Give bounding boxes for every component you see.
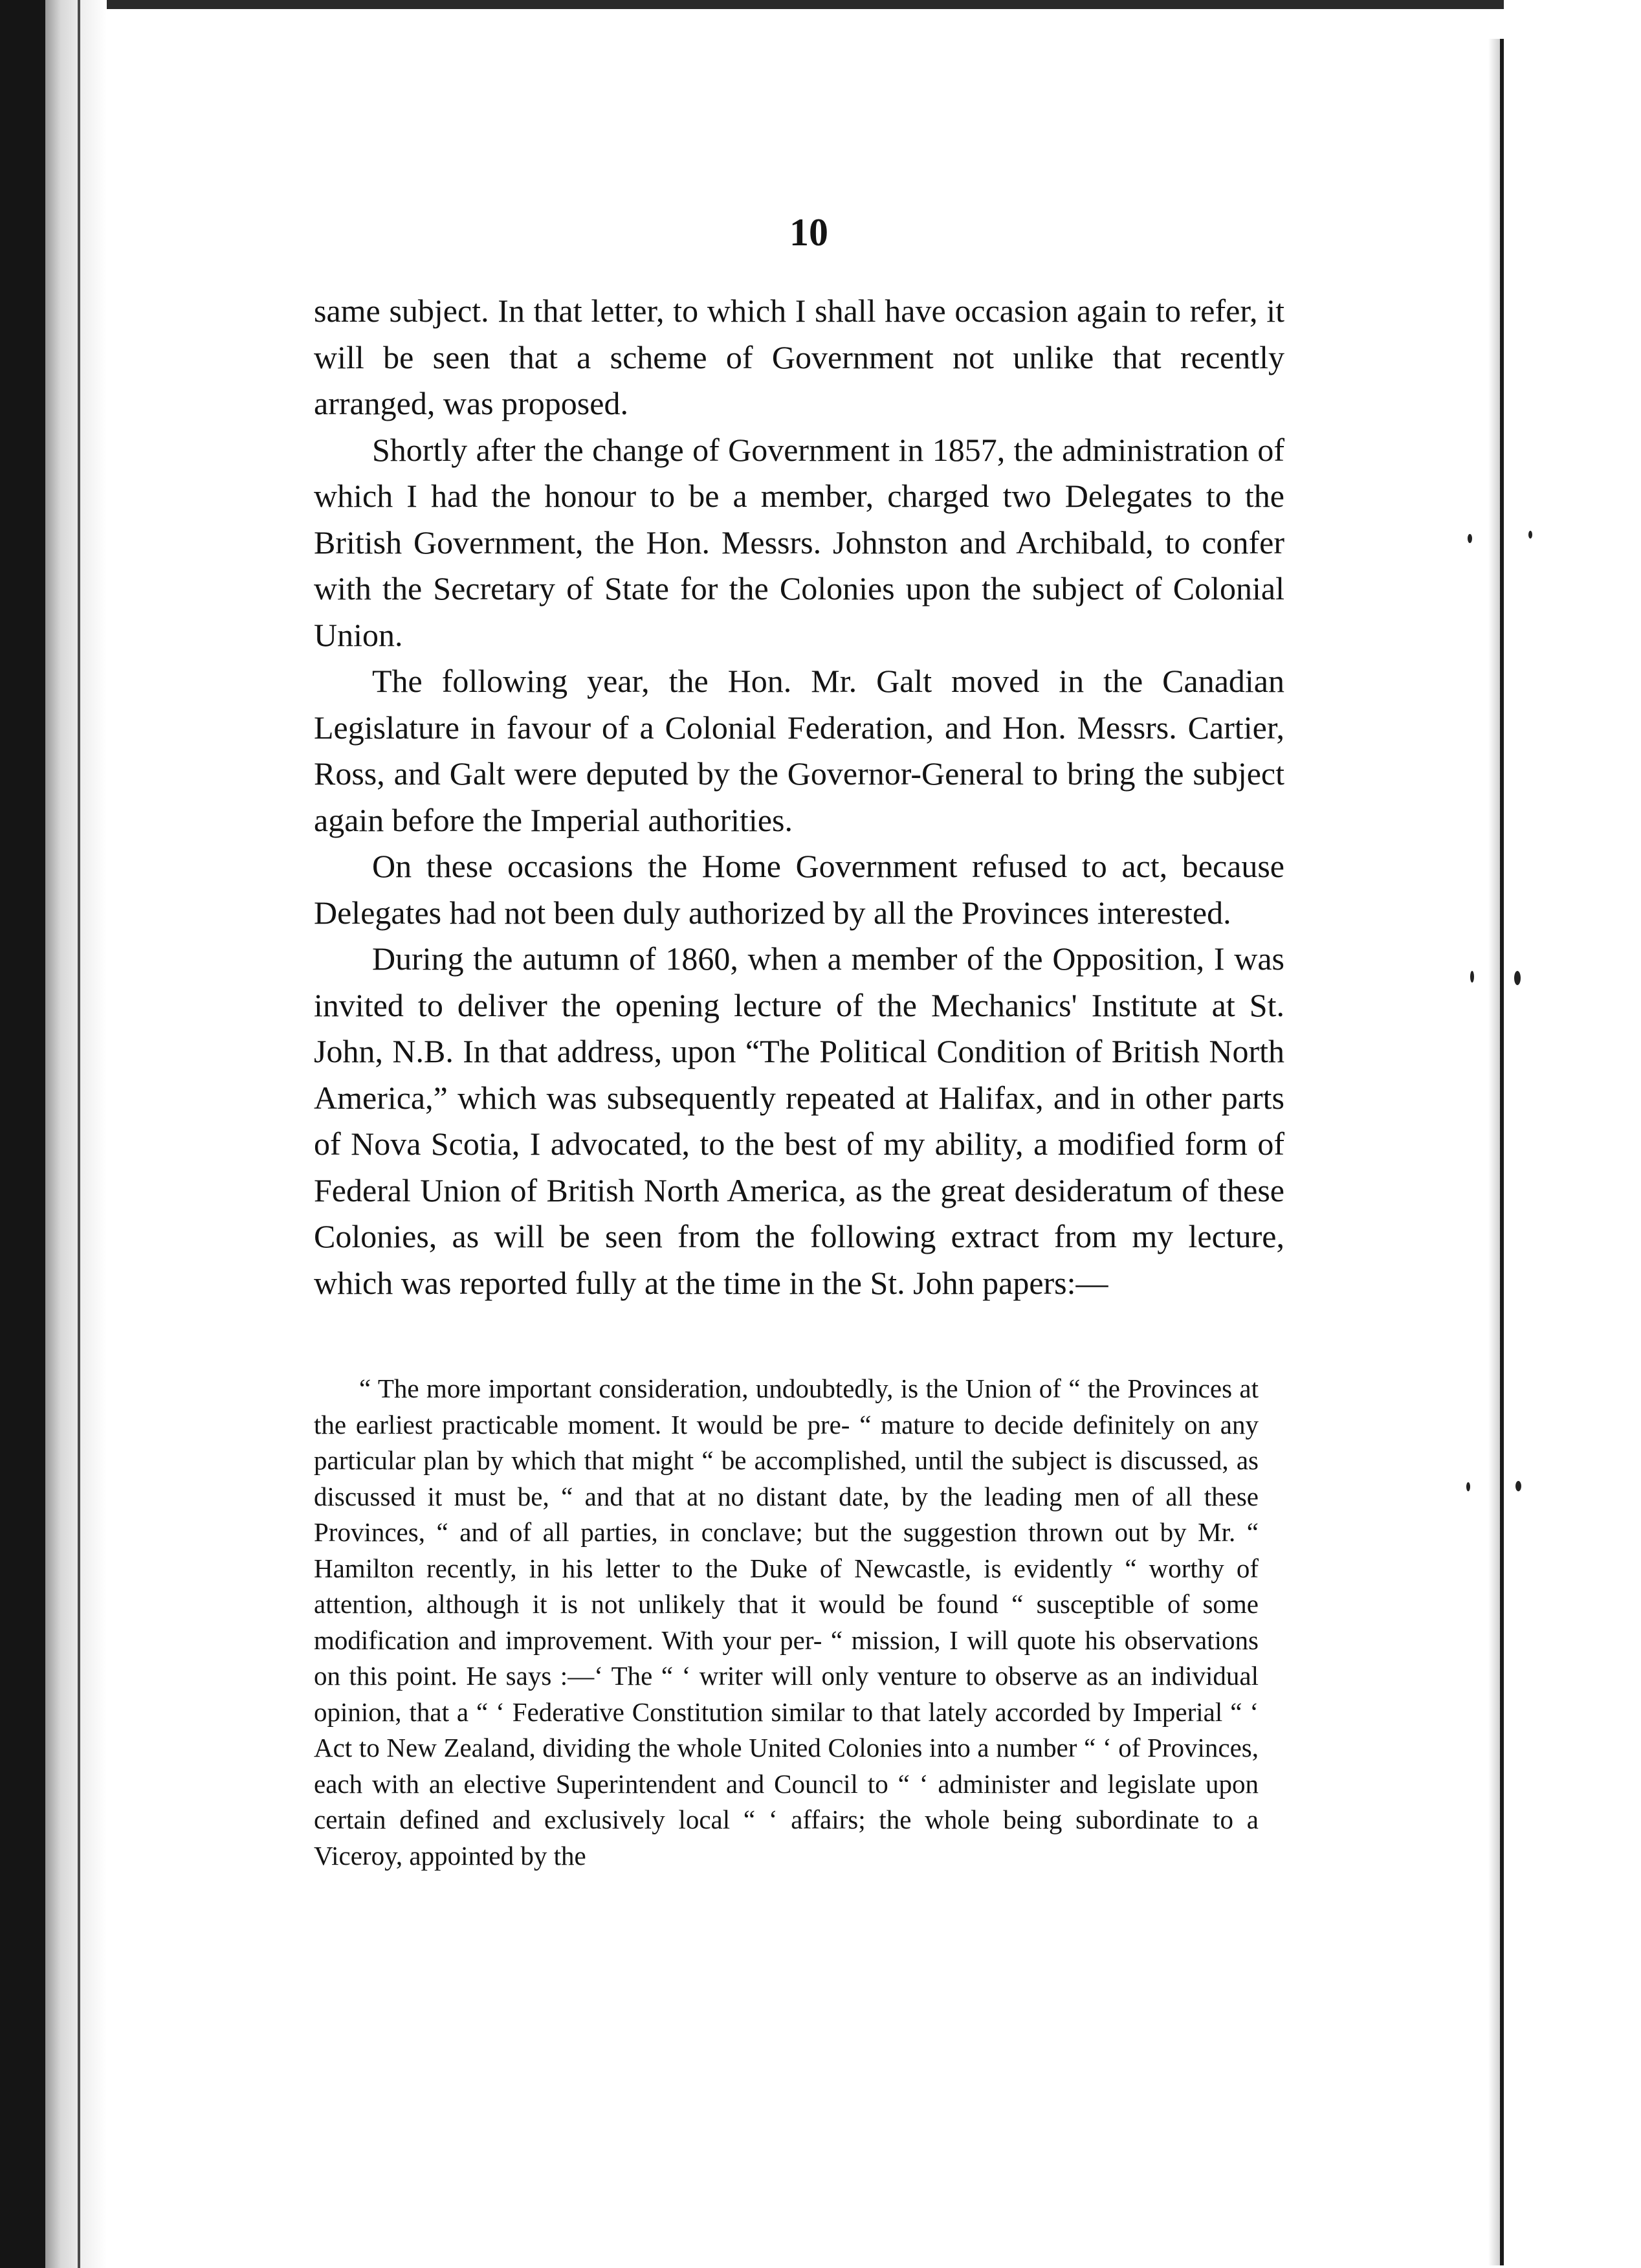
scan-speck (1470, 971, 1474, 983)
scan-right-shade (1488, 39, 1500, 2265)
quotation-text: “ The more important consideration, undoubtedly, is the Union of “ the Provinces at the earliest practicable moment. It would be pre- “ mature to decide definitely on any particular plan by which that might “ be accomplished, until the subject is discussed, as discussed it must be, “ and that at no distant date, by the leading men of all these Provinces, “ and of all parties, in conclave; but the suggestion thrown out by Mr. “ Hamilton recently, in his letter to the Duke of Newcastle, is evidently “ worthy of attention, although it is not unlikely that it would be found “ susceptible of some modification and improvement. With your per- “ mission, I will quote his observations on this point. He says :—‘ The “ ‘ writer will only venture to observe as an individual opinion, that a “ ‘ Federative Constitution similar to that lately accorded by Imperial “ ‘ Act to New Zealand, dividing the whole United Colonies into a number “ ‘ of Provinces, each with an elective Superintendent and Council to “ ‘ administer and legislate upon certain defined and exclusively local “ ‘ affairs; the whole being subordinate to a Viceroy, appointed by the (314, 1373, 1259, 1871)
body-text (314, 288, 1284, 1306)
scan-left-rule (78, 0, 80, 2268)
paragraph: On these occasions the Home Government refused to act, because Delegates had not been duly authorized by all the Provinces interested. (314, 848, 1284, 931)
scan-speck (1515, 1481, 1521, 1491)
scan-speck (1528, 531, 1532, 539)
scan-right-margin (1504, 0, 1641, 2268)
page-number: 10 (789, 211, 828, 254)
lecture-quotation (314, 1371, 1259, 1874)
scan-top-edge (0, 0, 1641, 9)
scan-speck (1466, 1482, 1470, 1491)
paragraph: During the autumn of 1860, when a member of the Opposition, I was invited to deliver the opening lecture of the Mechanics' Institute at St. John, N.B. In that address, upon “The Political Condition of British North America,” which was subsequently repeated at Halifax, and in other parts of Nova Scotia, I advocated, to the best of my ability, a modified form of Federal Union of British North America, as the great desideratum of these Colonies, as will be seen from the following extract from my lecture, which was reported fully at the time in the St. John papers:— (314, 940, 1284, 1301)
scan-left-binding (0, 0, 45, 2268)
scan-speck (1468, 534, 1472, 543)
paragraph: The following year, the Hon. Mr. Galt moved in the Canadian Legislature in favour of a Colonial Federation, and Hon. Messrs. Cartier, Ross, and Galt were deputed by the Governor-General to bring the subject again before the Imperial authorities. (314, 663, 1284, 838)
scan-speck (1514, 971, 1521, 985)
paragraph: Shortly after the change of Government in 1857, the administration of which I had the honour to be a member, charged two Delegates to the British Government, the Hon. Messrs. Johnston and Archibald, to confer with the Secretary of State for the Colonies upon the subject of Colonial Union. (314, 431, 1284, 653)
paragraph: same subject. In that letter, to which I shall have occasion again to refer, it will be seen that a scheme of Government not unlike that recently arranged, was proposed. (314, 293, 1284, 421)
scan-left-gutter (45, 0, 107, 2268)
